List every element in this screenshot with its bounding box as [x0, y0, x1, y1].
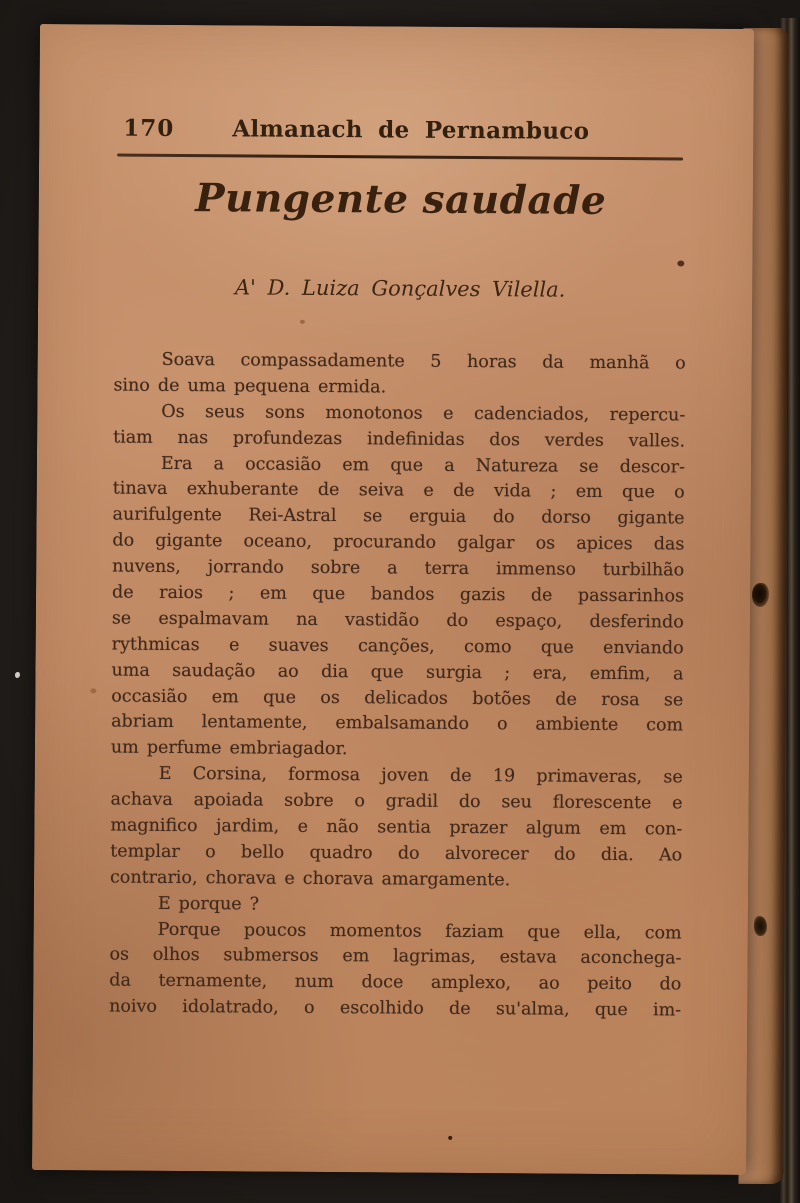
text-line: nuvens, jorrando sobre a terra immenso turbilhão	[112, 556, 685, 581]
dust-speck	[15, 672, 20, 678]
text-line: abriam lentamente, embalsamando o ambiente com	[111, 711, 684, 736]
text-line: os olhos submersos em lagrimas, estava aconchega-	[109, 944, 682, 969]
text-line: se espalmavam na vastidão do espaço, desferindo	[111, 608, 684, 633]
text-line: sino de uma pequena ermida.	[113, 375, 387, 398]
ink-speck	[448, 1136, 452, 1140]
ink-speck	[677, 260, 684, 266]
dedication-line: A' D. Luiza Gonçalves Vilella.	[234, 275, 566, 302]
text-line: occasião em que os delicados botões de rosa se	[111, 686, 684, 711]
paper-stain	[90, 688, 96, 693]
text-line: Porque poucos momentos faziam que ella, com	[157, 919, 682, 944]
text-line: Os seus sons monotonos e cadenciados, repercu-	[161, 401, 686, 426]
text-line: tinava exhuberante de seiva e de vida ; em que o	[112, 478, 685, 503]
paragraph	[111, 451, 685, 766]
text-line: de raios ; em que bandos gazis de passarinhos	[111, 582, 685, 607]
paragraph	[113, 399, 685, 455]
page-number: 170	[123, 114, 175, 142]
edge-notch-mark	[754, 916, 767, 936]
text-line: tiam nas profundezas indefinidas dos verdes valles.	[113, 427, 686, 452]
text-line: uma saudação ao dia que surgia ; era, emfim, a	[111, 660, 684, 685]
text-line: Era a occasião em que a Natureza se descor-	[160, 453, 685, 478]
text-line: E Corsina, formosa joven de 19 primaveras, se	[158, 764, 683, 788]
header-rule	[117, 154, 683, 160]
story-body	[109, 348, 686, 1025]
paragraph	[110, 762, 683, 895]
text-line: do gigante oceano, procurando galgar os apices das	[112, 530, 685, 555]
text-line: E porque ?	[157, 893, 260, 915]
paragraph	[110, 891, 682, 921]
text-line: da ternamente, num doce amplexo, ao peito do	[109, 970, 682, 995]
text-line: rythmicas e suaves canções, como que enviando	[111, 634, 684, 659]
story-title: Pungente saudade	[195, 175, 607, 224]
book-page	[32, 24, 754, 1175]
text-line: contrario, chorava e chorava amargamente.	[109, 867, 511, 891]
text-line: achava apoiada sobre o gradil do seu florescente e	[110, 789, 683, 814]
text-line: aurifulgente Rei-Astral se erguia do dorso gigante	[112, 504, 685, 529]
book-title: Almanach de Pernambuco	[232, 115, 590, 145]
text-line: um perfume embriagador.	[110, 737, 348, 760]
paragraph	[109, 917, 682, 1025]
text-line: templar o bello quadro do alvorecer do dia. Ao	[110, 841, 683, 866]
paper-stain	[300, 320, 305, 324]
text-line: Soava compassadamente 5 horas da manhã o	[161, 349, 686, 374]
text-line: magnifico jardim, e não sentia prazer algum em con-	[110, 815, 683, 840]
paragraph	[113, 348, 685, 404]
text-line: noivo idolatrado, o escolhido de su'alma, que im-	[109, 996, 682, 1021]
